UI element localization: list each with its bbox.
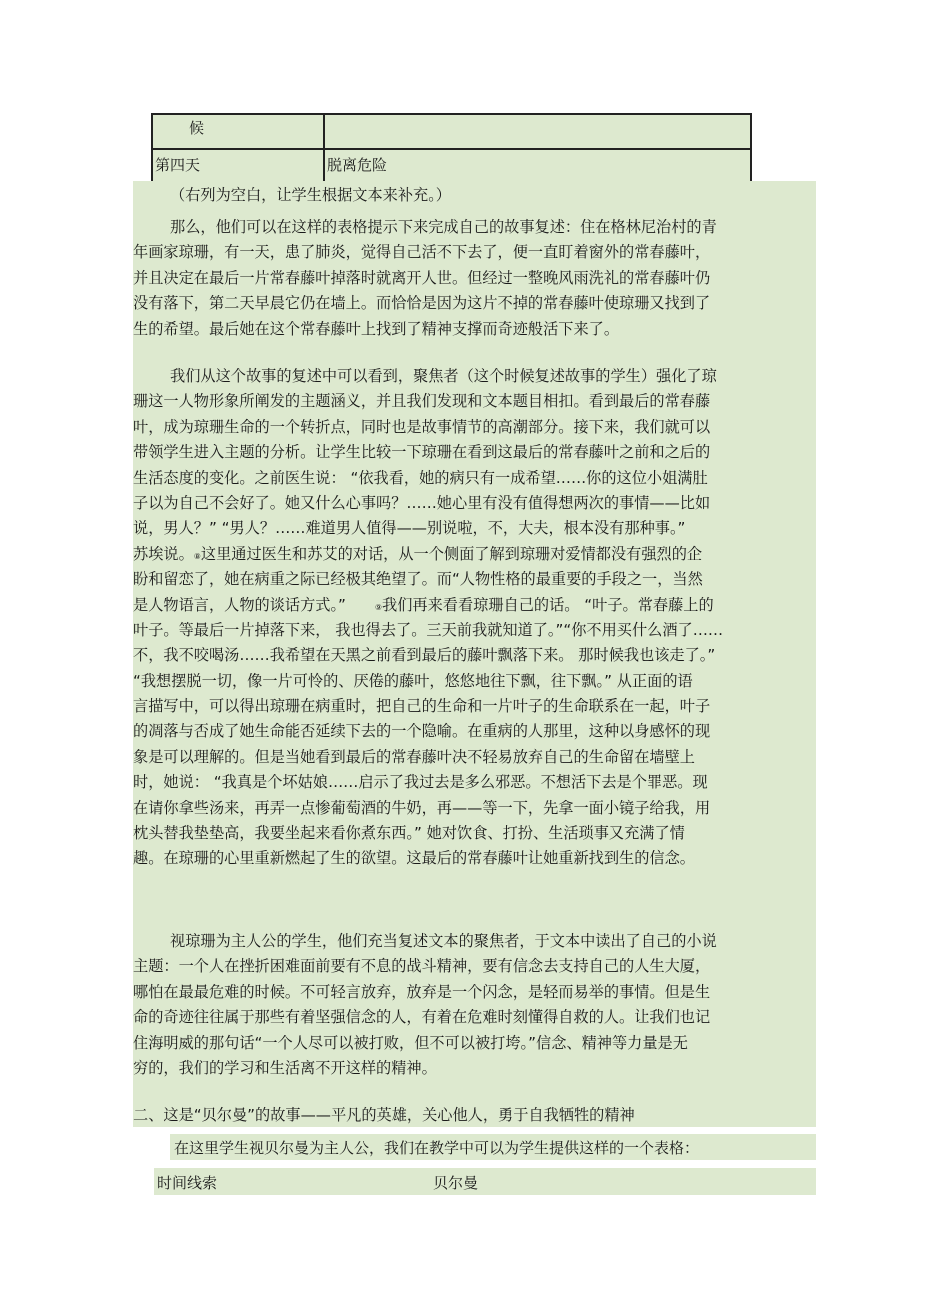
intro-text: 在这里学生视贝尔曼为主人公，我们在教学中可以为学生提供这样的一个表格： bbox=[174, 1139, 700, 1157]
text-line: 趣。在琼珊的心里重新燃起了生的欲望。这最后的常春藤叶让她重新找到生的信念。 bbox=[133, 849, 695, 868]
text-line: “我想摆脱一切，像一片可怜的、厌倦的藤叶，悠悠地往下飘，往下飘。” 从正面的语 bbox=[133, 671, 693, 690]
section-heading bbox=[133, 1103, 635, 1128]
text-line: 子以为自己不会好了。她又什么心事吗？……她心里有没有值得想两次的事情——比如 bbox=[133, 493, 711, 512]
column-header-timeline: 时间线索 bbox=[157, 1174, 218, 1192]
text-line: 叶子。等最后一片掉落下来， 我也得去了。三天前我就知道了。”“你不用买什么酒了…… bbox=[133, 620, 724, 639]
table-row bbox=[153, 115, 750, 148]
text-line: 那么，他们可以在这样的表格提示下来完成自己的故事复述：住在格林尼治村的青 bbox=[170, 218, 717, 236]
text-line: 住海明威的那句话“一个人尽可以被打败，但不可以被打垮。”信念、精神等力量是无 bbox=[133, 1033, 688, 1052]
paragraph-analysis bbox=[133, 364, 723, 872]
text-line: 的凋落与否成了她生命能否延续下去的一个隐喻。在重病的人那里，这种以身感怀的现 bbox=[133, 722, 711, 741]
text-line bbox=[133, 593, 723, 618]
table-cell: 脱离危险 bbox=[327, 156, 388, 174]
text-line: 命的奇迹往往属于那些有着坚强信念的人，有着在危难时刻懂得自救的人。让我们也记 bbox=[133, 1008, 711, 1027]
bellman-table-header bbox=[154, 1168, 816, 1195]
text-line: 我们从这个故事的复述中可以看到，聚焦者（这个时候复述故事的学生）强化了琼 bbox=[170, 367, 717, 385]
top-table bbox=[151, 113, 752, 185]
text-line: 生的希望。最后她在这个常春藤叶上找到了精神支撑而奇迹般活下来了。 bbox=[133, 319, 619, 338]
table-cell: 第四天 bbox=[153, 150, 325, 183]
text-line: 象是可以理解的。但是当她看到最后的常春藤叶决不轻易放弃自己的生命留在墙壁上 bbox=[133, 747, 695, 766]
table-row bbox=[153, 148, 750, 183]
paragraph-retelling bbox=[133, 215, 717, 342]
table-note bbox=[170, 183, 451, 208]
text-segment: 苏埃说。 bbox=[133, 544, 194, 563]
text-segment: 我们再来看看琼珊自己的话。 “叶子。常春藤上的 bbox=[382, 595, 714, 614]
table-cell bbox=[325, 115, 750, 148]
text-line: 枕头替我垫垫高，我要坐起来看你煮东西。” 她对饮食、打扮、生活琐事又充满了情 bbox=[133, 824, 685, 843]
table-cell: 候 bbox=[153, 115, 325, 148]
text-line bbox=[133, 542, 723, 567]
text-segment: 这里通过医生和苏艾的对话，从一个侧面了解到琼珊对爱情都没有强烈的企 bbox=[200, 544, 703, 563]
text-line: 盼和留恋了，她在病重之际已经极其绝望了。而“人物性格的最重要的手段之一，当然 bbox=[133, 570, 703, 589]
text-line: 在请你拿些汤来，再弄一点惨葡萄酒的牛奶，再——等一下，先拿一面小镜子给我，用 bbox=[133, 798, 711, 817]
text-line: 不，我不咬喝汤……我希望在天黑之前看到最后的藤叶飘落下来。 那时候我也该走了。” bbox=[133, 646, 716, 665]
paragraph-theme bbox=[133, 929, 717, 1081]
note-text: （右列为空白，让学生根据文本来补充。） bbox=[170, 186, 451, 204]
footnote-ref: ⑧ bbox=[193, 551, 201, 561]
text-segment: 是人物语言，人物的谈话方式。” bbox=[133, 595, 346, 614]
text-line: 哪怕在最最危难的时候。不可轻言放弃，放弃是一个闪念，是轻而易举的事情。但是生 bbox=[133, 982, 711, 1001]
heading-text: 二、这是“贝尔曼”的故事——平凡的英雄，关心他人，勇于自我牺牲的精神 bbox=[133, 1106, 635, 1124]
footnote-ref: ⑨ bbox=[374, 602, 383, 612]
text-line: 年画家琼珊，有一天，患了肺炎，觉得自己活不下去了，便一直盯着窗外的常春藤叶， bbox=[133, 243, 711, 262]
text-line: 并且决定在最后一片常春藤叶掉落时就离开人世。但经过一整晚风雨洗礼的常春藤叶仍 bbox=[133, 268, 711, 287]
text-line: 带领学生进入主题的分析。让学生比较一下琼珊在看到这最后的常春藤叶之前和之后的 bbox=[133, 443, 711, 462]
column-header-bellman: 贝尔曼 bbox=[433, 1174, 479, 1192]
text-line: 言描写中，可以得出琼珊在病重时，把自己的生命和一片叶子的生命联系在一起，叶子 bbox=[133, 697, 711, 716]
text-line: 叶，成为琼珊生命的一个转折点，同时也是故事情节的高潮部分。接下来，我们就可以 bbox=[133, 417, 711, 436]
text-line: 没有落下，第二天早晨它仍在墙上。而恰恰是因为这片不掉的常春藤叶使琼珊又找到了 bbox=[133, 294, 711, 313]
text-line: 生活态度的变化。之前医生说： “依我看，她的病只有一成希望……你的这位小姐满肚 bbox=[133, 468, 708, 487]
text-line: 说，男人？” “男人？……难道男人值得——别说啦，不，大夫，根本没有那种事。” bbox=[133, 519, 686, 538]
text-line: 主题：一个人在挫折困难面前要有不息的战斗精神，要有信念去支持自己的人生大厦， bbox=[133, 957, 711, 976]
text-line: 视琼珊为主人公的学生，他们充当复述文本的聚焦者，于文本中读出了自己的小说 bbox=[170, 932, 717, 950]
text-line: 时，她说： “我真是个坏姑娘……启示了我过去是多么邪恶。不想活下去是个罪恶。现 bbox=[133, 773, 708, 792]
text-line: 珊这一人物形象所阐发的主题涵义，并且我们发现和文本题目相扣。看到最后的常春藤 bbox=[133, 392, 711, 411]
text-line: 穷的，我们的学习和生活离不开这样的精神。 bbox=[133, 1058, 437, 1077]
